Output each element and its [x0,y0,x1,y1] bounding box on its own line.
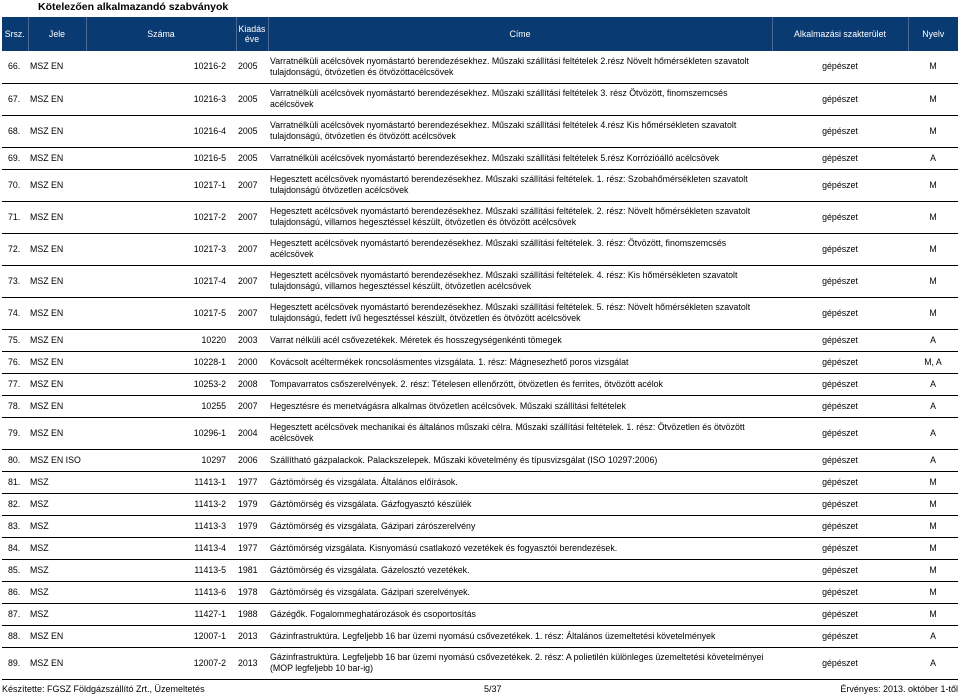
cell-szama: 10216-5 [86,147,236,169]
cell-nyelv: M [908,201,958,233]
cell-cime: Varratnélküli acélcsövek nyomástartó berendezésekhez. Műszaki szállítási feltételek 3. rész Ötvözött, finomszemcsés acélcsövek [268,83,772,115]
cell-szama: 11413-5 [86,559,236,581]
header-szama: Száma [86,17,236,51]
page-footer [0,684,960,696]
cell-szama: 10228-1 [86,351,236,373]
table-row [2,537,958,559]
table-row [2,625,958,647]
cell-nyelv: M [908,515,958,537]
cell-jele: MSZ EN [28,395,86,417]
cell-srsz: 68. [2,115,28,147]
cell-cime: Hegesztett acélcsövek nyomástartó berendezésekhez. Műszaki szállítási feltételek. 5. rész: Növelt hőmérsékleten szavatolt tulajdonságú, fedett ívű hegesztéssel készült, ötvözetlen és ötvözött acélcsövek [268,297,772,329]
cell-srsz: 71. [2,201,28,233]
cell-cime: Hegesztett acélcsövek nyomástartó berendezésekhez. Műszaki szállítási feltételek. 2. rész: Növelt hőmérsékleten szavatolt tulajdonságú, villamos hegesztéssel készült, ötvözetlen és ötvözött acélcsövek [268,201,772,233]
cell-jele: MSZ [28,515,86,537]
footer-validity: Érvényes: 2013. október 1-től [840,684,958,694]
cell-jele: MSZ EN [28,351,86,373]
cell-srsz: 66. [2,51,28,83]
cell-cime: Hegesztett acélcsövek nyomástartó berendezésekhez. Műszaki szállítási feltételek. 3. rész: Ötvözött, finomszemcsés acélcsövek [268,233,772,265]
cell-nyelv: M [908,537,958,559]
cell-kiadas-eve: 1981 [236,559,268,581]
cell-srsz: 81. [2,471,28,493]
cell-jele: MSZ EN [28,647,86,679]
cell-srsz: 70. [2,169,28,201]
cell-szakterulet: gépészet [772,625,908,647]
cell-srsz: 78. [2,395,28,417]
cell-jele: MSZ EN [28,417,86,449]
footer-page-number: 5/37 [484,684,502,694]
cell-kiadas-eve: 2000 [236,351,268,373]
table-row [2,373,958,395]
cell-srsz: 88. [2,625,28,647]
cell-szakterulet: gépészet [772,233,908,265]
cell-szakterulet: gépészet [772,329,908,351]
cell-szakterulet: gépészet [772,449,908,471]
table-row [2,559,958,581]
header-cime: Címe [268,17,772,51]
cell-kiadas-eve: 2004 [236,417,268,449]
cell-szakterulet: gépészet [772,559,908,581]
cell-cime: Tompavarratos csőszerelvények. 2. rész: Tételesen ellenőrzött, ötvözetlen és ferrites, ötvözött acélok [268,373,772,395]
table-row [2,471,958,493]
cell-srsz: 77. [2,373,28,395]
cell-jele: MSZ [28,493,86,515]
cell-jele: MSZ EN [28,201,86,233]
cell-jele: MSZ EN [28,373,86,395]
header-szakterulet: Alkalmazási szakterület [772,17,908,51]
cell-kiadas-eve: 2007 [236,169,268,201]
header-nyelv: Nyelv [908,17,958,51]
cell-szakterulet: gépészet [772,493,908,515]
cell-jele: MSZ EN [28,625,86,647]
cell-szama: 11427-1 [86,603,236,625]
cell-srsz: 89. [2,647,28,679]
cell-szama: 10217-2 [86,201,236,233]
cell-cime: Gáztömörség és vizsgálata. Gázelosztó vezetékek. [268,559,772,581]
table-row [2,329,958,351]
table-row [2,115,958,147]
cell-jele: MSZ EN [28,265,86,297]
cell-cime: Hegesztett acélcsövek mechanikai és általános műszaki célra. Műszaki szállítási feltételek. 1. rész: Ötvözetlen és ötvözött acélcsövek [268,417,772,449]
cell-srsz: 75. [2,329,28,351]
table-row [2,603,958,625]
cell-cime: Varratnélküli acélcsövek nyomástartó berendezésekhez. Műszaki szállítási feltételek 4.rész Kis hőmérsékleten szavatolt tulajdonságú, ötvözetlen és ötvözött acélcsövek [268,115,772,147]
cell-srsz: 84. [2,537,28,559]
table-row [2,233,958,265]
cell-kiadas-eve: 1978 [236,581,268,603]
cell-szama: 10255 [86,395,236,417]
table-row [2,395,958,417]
cell-nyelv: M [908,51,958,83]
cell-szakterulet: gépészet [772,537,908,559]
cell-srsz: 72. [2,233,28,265]
cell-kiadas-eve: 2008 [236,373,268,395]
cell-kiadas-eve: 2006 [236,449,268,471]
cell-szama: 11413-6 [86,581,236,603]
cell-szama: 10253-2 [86,373,236,395]
cell-szakterulet: gépészet [772,581,908,603]
cell-szakterulet: gépészet [772,417,908,449]
table-row [2,83,958,115]
cell-nyelv: A [908,625,958,647]
cell-nyelv: A [908,449,958,471]
cell-szama: 10216-3 [86,83,236,115]
cell-cime: Hegesztett acélcsövek nyomástartó berendezésekhez. Műszaki szállítási feltételek. 4. rész: Kis hőmérsékleten szavatolt tulajdonságú, villamos hegesztéssel készült, ötvözetlen acélcsövek [268,265,772,297]
cell-szakterulet: gépészet [772,603,908,625]
cell-srsz: 83. [2,515,28,537]
standards-table [2,17,958,680]
table-row [2,449,958,471]
table-row [2,51,958,83]
cell-szama: 10217-3 [86,233,236,265]
cell-jele: MSZ EN [28,115,86,147]
cell-kiadas-eve: 2007 [236,265,268,297]
cell-srsz: 69. [2,147,28,169]
table-row [2,297,958,329]
cell-cime: Hegesztett acélcsövek nyomástartó berendezésekhez. Műszaki szállítási feltételek. 1. rész: Szobahőmérsékleten szavatolt tulajdonságú ötvözetlen acélcsövek [268,169,772,201]
cell-kiadas-eve: 2013 [236,625,268,647]
cell-jele: MSZ [28,603,86,625]
cell-szama: 10217-5 [86,297,236,329]
cell-jele: MSZ EN [28,147,86,169]
cell-szakterulet: gépészet [772,115,908,147]
cell-srsz: 82. [2,493,28,515]
table-row [2,169,958,201]
cell-cime: Varratnélküli acélcsövek nyomástartó berendezésekhez. Műszaki szállítási feltételek 2.rész Növelt hőmérsékleten szavatolt tulajdonságú, ötvözetlen és ötvözöttacélcsövek [268,51,772,83]
cell-szakterulet: gépészet [772,83,908,115]
cell-jele: MSZ EN [28,233,86,265]
cell-kiadas-eve: 2007 [236,395,268,417]
cell-szama: 12007-1 [86,625,236,647]
cell-szakterulet: gépészet [772,51,908,83]
cell-srsz: 80. [2,449,28,471]
cell-szama: 11413-4 [86,537,236,559]
cell-szama: 10217-1 [86,169,236,201]
table-row [2,147,958,169]
table-header-row [2,17,958,51]
cell-szakterulet: gépészet [772,515,908,537]
cell-jele: MSZ [28,559,86,581]
page-title: Kötelezően alkalmazandó szabványok [38,1,229,13]
cell-jele: MSZ EN [28,169,86,201]
cell-nyelv: M [908,297,958,329]
cell-szakterulet: gépészet [772,147,908,169]
cell-srsz: 79. [2,417,28,449]
footer-author: Készítette: FGSZ Földgázszállító Zrt., Üzemeltetés [2,684,205,694]
cell-szakterulet: gépészet [772,373,908,395]
cell-nyelv: M [908,83,958,115]
cell-szama: 11413-3 [86,515,236,537]
cell-szama: 10296-1 [86,417,236,449]
cell-szakterulet: gépészet [772,395,908,417]
cell-cime: Gáztömörség és vizsgálata. Gázipari szerelvények. [268,581,772,603]
cell-szakterulet: gépészet [772,297,908,329]
cell-cime: Gáztömörség és vizsgálata. Gázipari zárószerelvény [268,515,772,537]
cell-kiadas-eve: 1977 [236,537,268,559]
cell-szakterulet: gépészet [772,647,908,679]
table-row [2,581,958,603]
cell-kiadas-eve: 2005 [236,51,268,83]
cell-jele: MSZ EN ISO [28,449,86,471]
cell-nyelv: M [908,233,958,265]
cell-srsz: 73. [2,265,28,297]
cell-jele: MSZ [28,471,86,493]
cell-kiadas-eve: 2013 [236,647,268,679]
table-row [2,351,958,373]
cell-kiadas-eve: 2005 [236,83,268,115]
cell-szakterulet: gépészet [772,351,908,373]
cell-nyelv: M [908,471,958,493]
cell-kiadas-eve: 2005 [236,115,268,147]
cell-szama: 10217-4 [86,265,236,297]
table-row [2,417,958,449]
cell-srsz: 67. [2,83,28,115]
cell-nyelv: A [908,329,958,351]
cell-nyelv: A [908,147,958,169]
cell-cime: Szállítható gázpalackok. Palackszelepek. Műszaki követelmény és típusvizsgálat (ISO 10297:2006) [268,449,772,471]
cell-szakterulet: gépészet [772,265,908,297]
cell-szama: 10216-4 [86,115,236,147]
cell-srsz: 86. [2,581,28,603]
cell-nyelv: A [908,417,958,449]
cell-kiadas-eve: 1979 [236,493,268,515]
cell-szama: 12007-2 [86,647,236,679]
cell-jele: MSZ [28,581,86,603]
cell-cime: Gáztömörség és vizsgálata. Gázfogyasztó készülék [268,493,772,515]
cell-cime: Gáztömörség vizsgálata. Kisnyomású csatlakozó vezetékek és fogyasztói berendezések. [268,537,772,559]
cell-jele: MSZ EN [28,51,86,83]
cell-srsz: 87. [2,603,28,625]
header-jele: Jele [28,17,86,51]
cell-szakterulet: gépészet [772,169,908,201]
cell-cime: Gázinfrastruktúra. Legfeljebb 16 bar üzemi nyomású csővezetékek. 1. rész: Általános üzemeltetési követelmények [268,625,772,647]
cell-nyelv: M [908,169,958,201]
cell-nyelv: M [908,581,958,603]
cell-nyelv: A [908,647,958,679]
cell-szama: 11413-2 [86,493,236,515]
cell-kiadas-eve: 1977 [236,471,268,493]
cell-kiadas-eve: 2007 [236,201,268,233]
cell-szama: 10297 [86,449,236,471]
cell-szama: 10216-2 [86,51,236,83]
cell-srsz: 74. [2,297,28,329]
cell-szakterulet: gépészet [772,471,908,493]
cell-nyelv: M, A [908,351,958,373]
cell-cime: Gáztömörség és vizsgálata. Általános előírások. [268,471,772,493]
cell-szama: 11413-1 [86,471,236,493]
table-row [2,201,958,233]
table-row [2,515,958,537]
cell-jele: MSZ EN [28,297,86,329]
table-row [2,265,958,297]
cell-kiadas-eve: 2007 [236,233,268,265]
header-srsz: Srsz. [2,17,28,51]
table-row [2,647,958,679]
cell-nyelv: A [908,373,958,395]
cell-nyelv: M [908,603,958,625]
cell-jele: MSZ [28,537,86,559]
cell-kiadas-eve: 1979 [236,515,268,537]
cell-szama: 10220 [86,329,236,351]
cell-kiadas-eve: 2005 [236,147,268,169]
cell-nyelv: M [908,559,958,581]
header-kiadas-eve: Kiadás éve [236,17,268,51]
cell-nyelv: A [908,395,958,417]
cell-srsz: 85. [2,559,28,581]
table-row [2,493,958,515]
cell-srsz: 76. [2,351,28,373]
cell-nyelv: M [908,265,958,297]
cell-nyelv: M [908,493,958,515]
cell-cime: Kovácsolt acéltermékek roncsolásmentes vizsgálata. 1. rész: Mágnesezhető poros vizsgálat [268,351,772,373]
cell-jele: MSZ EN [28,83,86,115]
cell-cime: Varrat nélküli acél csővezetékek. Méretek és hosszegységenkénti tömegek [268,329,772,351]
cell-cime: Gázégők. Fogalommeghatározások és csoportosítás [268,603,772,625]
cell-kiadas-eve: 2007 [236,297,268,329]
table-body [2,51,958,679]
cell-cime: Varratnélküli acélcsövek nyomástartó berendezésekhez. Műszaki szállítási feltételek 5.rész Korrózióálló acélcsövek [268,147,772,169]
cell-kiadas-eve: 1988 [236,603,268,625]
cell-kiadas-eve: 2003 [236,329,268,351]
cell-nyelv: M [908,115,958,147]
cell-szakterulet: gépészet [772,201,908,233]
cell-cime: Gázinfrastruktúra. Legfeljebb 16 bar üzemi nyomású csővezetékek. 2. rész: A polietilén különleges üzemeltetési követelményei (MOP legfeljebb 10 bar-ig) [268,647,772,679]
cell-cime: Hegesztésre és menetvágásra alkalmas ötvözetlen acélcsövek. Műszaki szállítási feltételek [268,395,772,417]
cell-jele: MSZ EN [28,329,86,351]
